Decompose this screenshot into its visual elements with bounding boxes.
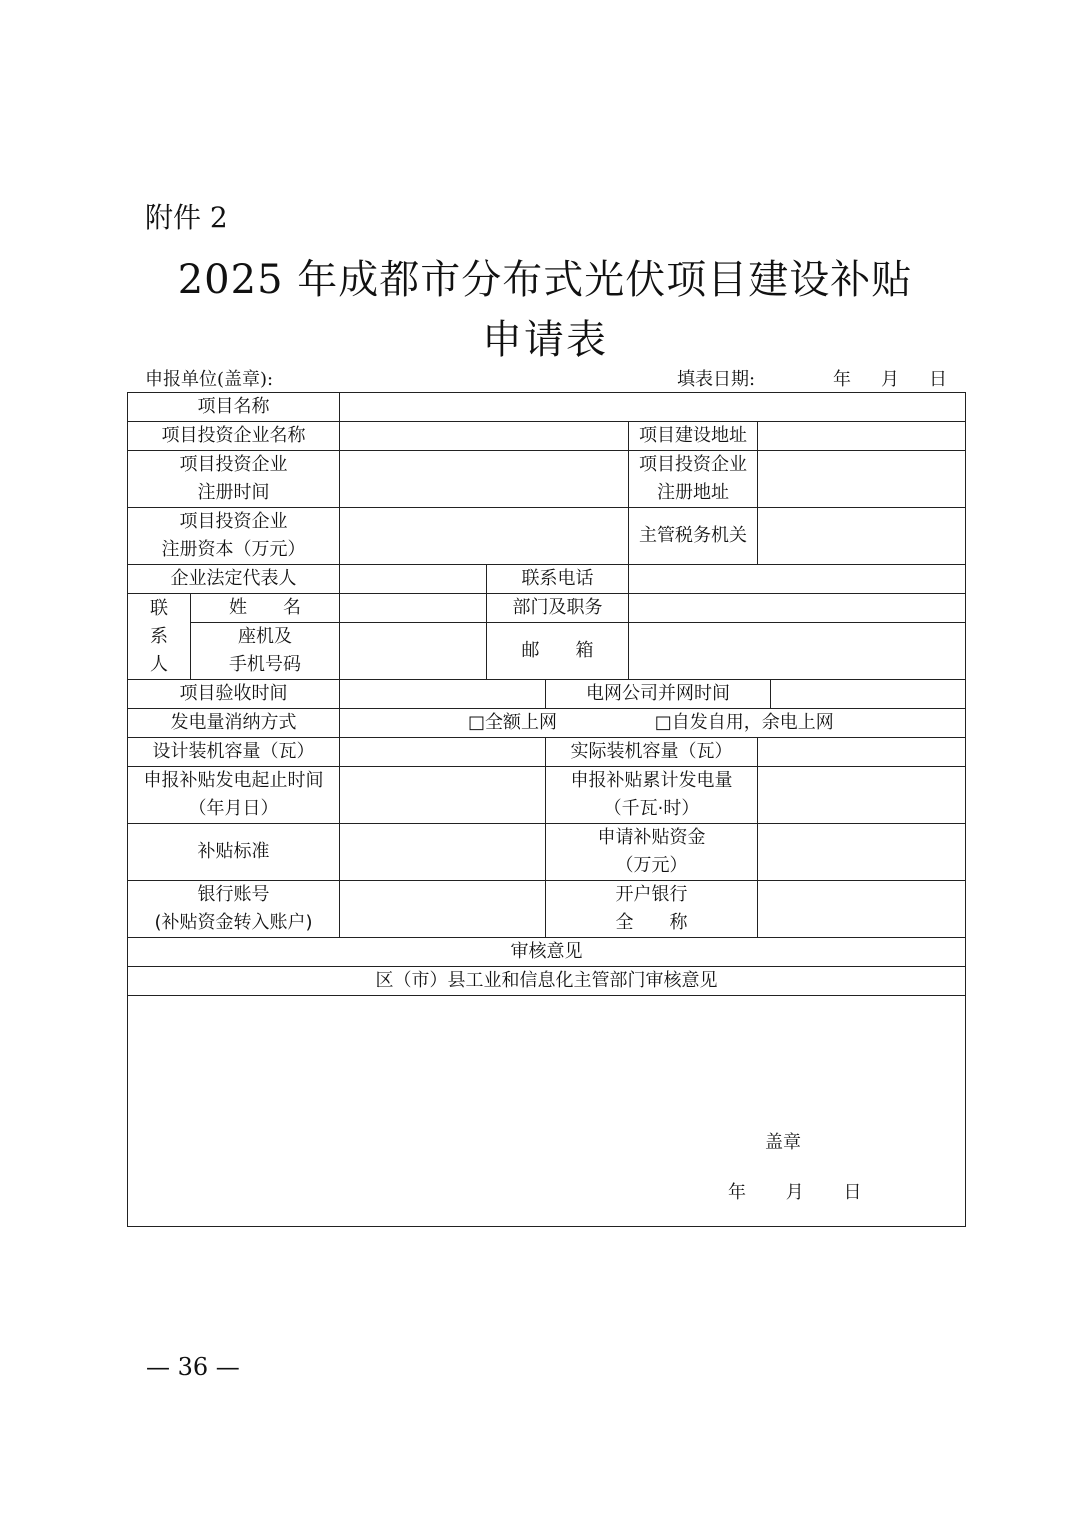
review-heading: 审核意见 (128, 938, 966, 967)
subsidy-standard-label: 补贴标准 (128, 824, 340, 881)
contact-name-field[interactable] (340, 594, 487, 623)
email-label: 邮 箱 (487, 623, 629, 680)
grid-time-label: 电网公司并网时间 (546, 680, 771, 709)
option-full-grid[interactable]: □全额上网 (468, 712, 558, 733)
actual-capacity-field[interactable] (758, 738, 966, 767)
period-field[interactable] (340, 767, 546, 824)
design-capacity-label: 设计装机容量（瓦） (128, 738, 340, 767)
project-name-label: 项目名称 (128, 393, 340, 422)
reg-address-field[interactable] (758, 451, 966, 508)
actual-capacity-label: 实际装机容量（瓦） (546, 738, 758, 767)
landline-field[interactable] (340, 623, 487, 680)
attachment-label: 附件 2 (145, 201, 228, 234)
sign-year: 年 (728, 1182, 746, 1203)
accept-time-label: 项目验收时间 (128, 680, 340, 709)
reg-capital-field[interactable] (340, 508, 629, 565)
apply-amount-label: 申请补贴资金 （万元） (546, 824, 758, 881)
project-name-field[interactable] (340, 393, 966, 422)
applicant-unit-label: 申报单位(盖章): (145, 369, 274, 390)
document-title: 2025 年成都市分布式光伏项目建设补贴 (177, 257, 913, 303)
period-label: 申报补贴发电起止时间 （年月日） (128, 767, 340, 824)
grid-time-field[interactable] (771, 680, 966, 709)
seal-label: 盖章 (765, 1132, 801, 1153)
bank-name-label: 开户银行 全 称 (546, 881, 758, 938)
dept-label: 部门及职务 (487, 594, 629, 623)
tax-office-field[interactable] (758, 508, 966, 565)
bank-account-label: 银行账号 (补贴资金转入账户) (128, 881, 340, 938)
legal-rep-label: 企业法定代表人 (128, 565, 340, 594)
fill-date-year: 年 (833, 369, 851, 390)
sign-month: 月 (785, 1182, 804, 1203)
bank-account-field[interactable] (340, 881, 546, 938)
design-capacity-field[interactable] (340, 738, 546, 767)
consumption-label: 发电量消纳方式 (128, 709, 340, 738)
sign-day: 日 (843, 1182, 862, 1203)
invest-company-field[interactable] (340, 422, 629, 451)
build-address-field[interactable] (758, 422, 966, 451)
build-address-label: 项目建设地址 (629, 422, 758, 451)
district-review-heading: 区（市）县工业和信息化主管部门审核意见 (128, 967, 966, 996)
apply-amount-field[interactable] (758, 824, 966, 881)
fill-date-month: 月 (881, 369, 899, 390)
subsidy-standard-field[interactable] (340, 824, 546, 881)
document-title-line2: 申请表 (482, 317, 608, 363)
reg-time-field[interactable] (340, 451, 629, 508)
reg-capital-label: 项目投资企业 注册资本（万元） (128, 508, 340, 565)
total-generation-field[interactable] (758, 767, 966, 824)
option-self-use[interactable]: □自发自用，余电上网 (654, 712, 834, 733)
fill-date-label: 填表日期: (677, 369, 756, 390)
tax-office-label: 主管税务机关 (629, 508, 758, 565)
district-review-field[interactable] (128, 996, 966, 1227)
email-field[interactable] (629, 623, 966, 680)
accept-time-field[interactable] (340, 680, 546, 709)
phone-field[interactable] (629, 565, 966, 594)
legal-rep-field[interactable] (340, 565, 487, 594)
phone-label: 联系电话 (487, 565, 629, 594)
contact-person-label: 联 系 人 (128, 594, 191, 680)
dept-field[interactable] (629, 594, 966, 623)
reg-address-label: 项目投资企业 注册地址 (629, 451, 758, 508)
contact-name-label: 姓 名 (191, 594, 340, 623)
consumption-options (340, 709, 966, 738)
bank-name-field[interactable] (758, 881, 966, 938)
invest-company-label: 项目投资企业名称 (128, 422, 340, 451)
application-form-table (127, 392, 966, 1227)
fill-date-day: 日 (929, 369, 947, 390)
total-generation-label: 申报补贴累计发电量 （千瓦·时） (546, 767, 758, 824)
page-number: — 36 — (146, 1353, 240, 1381)
sign-date (728, 1179, 861, 1207)
reg-time-label: 项目投资企业 注册时间 (128, 451, 340, 508)
landline-label: 座机及 手机号码 (191, 623, 340, 680)
